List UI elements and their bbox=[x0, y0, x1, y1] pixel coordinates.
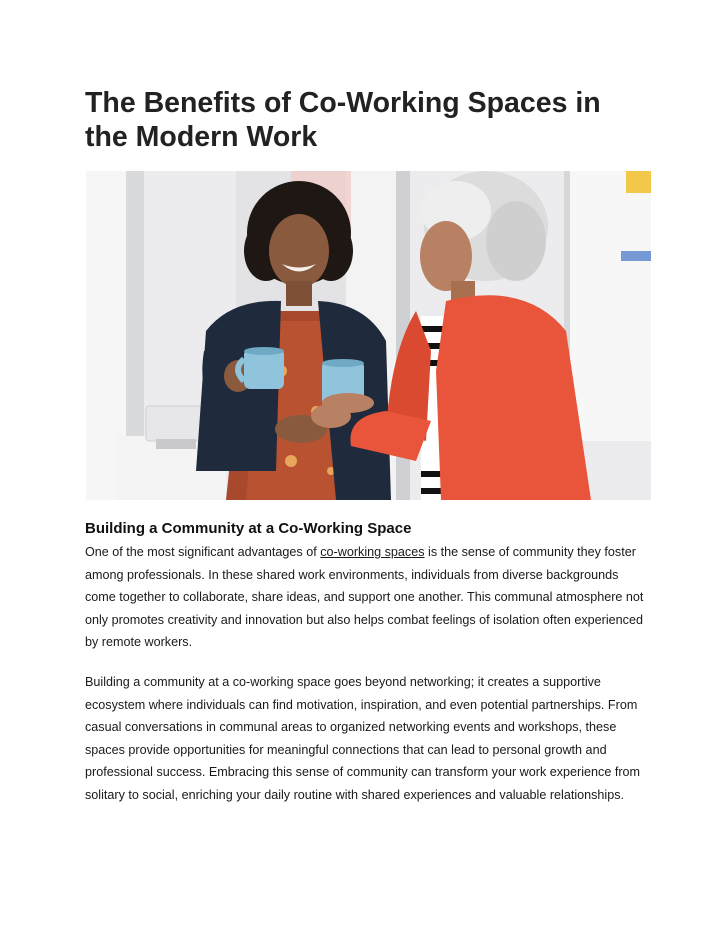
section-heading: Building a Community at a Co-Working Space bbox=[85, 520, 412, 537]
paragraph-1-after-link: is the sense of community they foster among professionals. In these shared work environments, individuals from diverse backgrounds come together to collaborate, share ideas, and support one another. This communal atmosphere not only promotes creativity and innovation but also helps combat feelings of isolation often experienced by remote workers. bbox=[85, 545, 644, 650]
page-title: The Benefits of Co-Working Spaces in the Modern Work bbox=[85, 87, 601, 153]
co-working-spaces-link[interactable]: co-working spaces bbox=[320, 545, 425, 559]
paragraph-1-before-link: One of the most significant advantages of bbox=[85, 545, 321, 559]
hero-photo bbox=[86, 171, 651, 500]
paragraph-2: Building a community at a co-working space goes beyond networking; it creates a supportive ecosystem where individuals can find motivation, inspiration, and even potential partnerships. From casual conversations in communal areas to organized networking events and workshops, these spaces provide opportunities for meaningful connections that can lead to personal growth and professional success. Embracing this sense of community can transform your work experience from solitary to social, enriching your daily routine with shared experiences and valuable relationships. bbox=[85, 675, 641, 802]
paragraph-1 bbox=[85, 541, 645, 654]
photo-illustration bbox=[86, 171, 651, 500]
